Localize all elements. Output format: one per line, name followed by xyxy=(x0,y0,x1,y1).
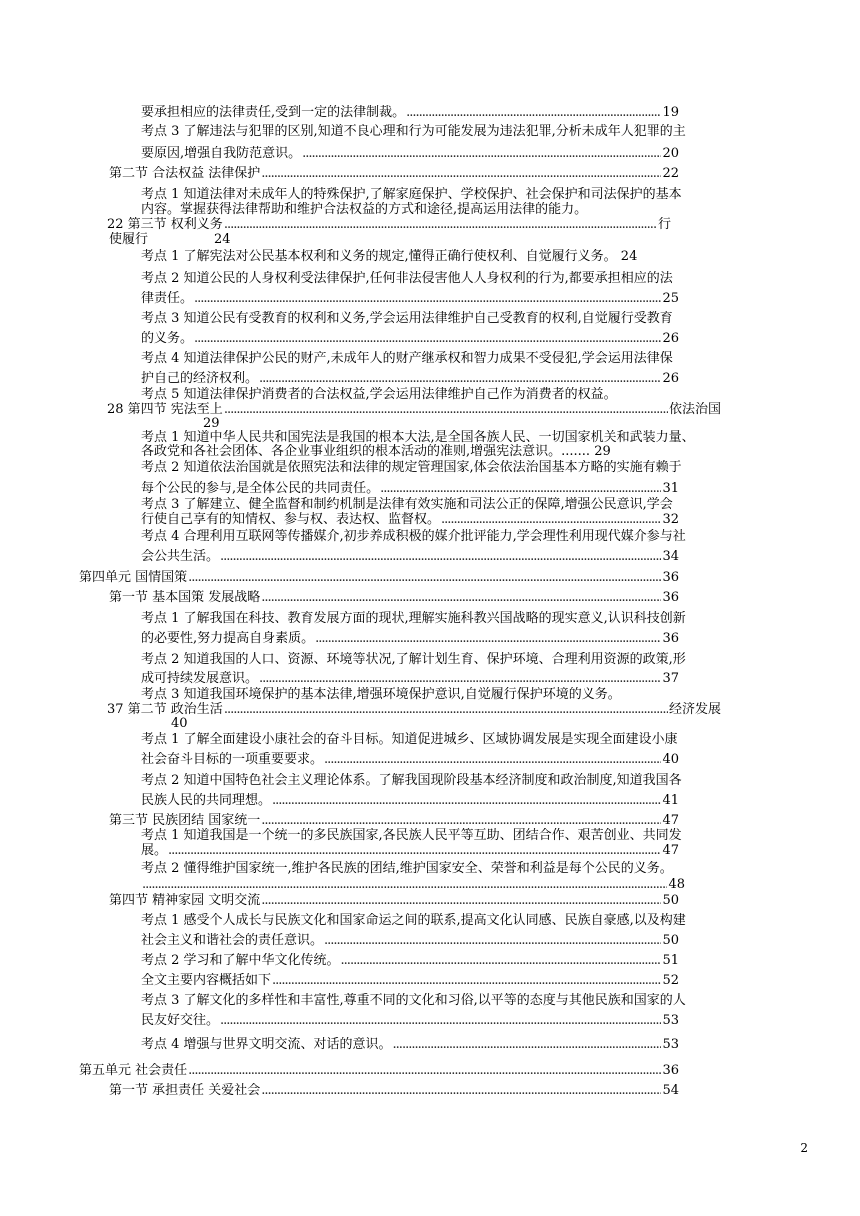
toc-entry xyxy=(141,953,679,969)
toc-unit xyxy=(79,570,679,586)
dot-leader xyxy=(261,166,661,182)
toc-page-number: 50 xyxy=(662,893,679,908)
toc-page-number: 53 xyxy=(662,1013,679,1028)
dot-leader xyxy=(380,481,661,497)
toc-section-cont xyxy=(109,232,231,248)
dot-leader xyxy=(220,1013,661,1029)
dot-leader xyxy=(341,953,662,969)
toc-page-number: 26 xyxy=(662,371,679,386)
toc-text: 社会奋斗目标的一项重要要求。 xyxy=(141,752,324,767)
unit-title: 第四单元 国情国策 xyxy=(79,570,188,585)
toc-text: 考点 3 了解违法与犯罪的区别,知道不良心理和行为可能发展为违法犯罪,分析未成年人犯罪的主 xyxy=(141,124,686,139)
toc-text: 考点 1 知道法律对未成年人的特殊保护,了解家庭保护、学校保护、社会保护和司法保护的基本 xyxy=(141,187,682,202)
toc-text: 考点 1 知道中华人民共和国宪法是我国的根本大法,是全国各族人民、一切国家机关和武装力量、 xyxy=(141,430,695,445)
toc-text: 内容。掌握获得法律帮助和维护合法权益的方式和途径,提高运用法律的能力。 xyxy=(141,202,588,217)
toc-entry xyxy=(141,1013,679,1029)
toc-text: 考点 1 知道我国是一个统一的多民族国家,各民族人民平等互助、团结合作、艰苦创业、共同发 xyxy=(141,828,682,843)
toc-entry xyxy=(141,371,679,387)
toc-text: 考点 3 知道公民有受教育的权利和义务,学会运用法律维护自己受教育的权利,自觉履行受教育 xyxy=(141,311,673,326)
dot-leader xyxy=(188,570,661,586)
toc-page-number: 36 xyxy=(662,1063,679,1078)
toc-entry xyxy=(141,671,679,687)
toc-text: 考点 4 增强与世界文明交流、对话的意识。 xyxy=(141,1037,392,1052)
toc-text: 考点 3 知道我国环境保护的基本法律,增强环境保护意识,自觉履行保护环境的义务。 xyxy=(141,687,621,702)
dot-leader xyxy=(393,1037,662,1053)
toc-text: 要承担相应的法律责任,受到一定的法律制裁。 xyxy=(141,105,406,120)
toc-text: 民友好交往。 xyxy=(141,1013,220,1028)
section-title-tail: 经济发展 xyxy=(668,702,721,717)
section-title: 28 第四节 宪法至上 xyxy=(107,402,223,417)
toc-text: 考点 2 学习和了解中华文化传统。 xyxy=(141,953,340,968)
toc-page-number: 32 xyxy=(662,512,679,527)
dot-leader xyxy=(302,146,661,162)
toc-page-number: 19 xyxy=(662,105,679,120)
toc-text: 的必要性,努力提高自身素质。 xyxy=(141,631,315,646)
toc-entry xyxy=(141,105,679,121)
toc-page-number: 29 xyxy=(203,416,220,431)
toc-page-number: 51 xyxy=(662,953,679,968)
dot-leader xyxy=(188,1063,661,1079)
toc-text: 会公共生活。 xyxy=(141,549,220,564)
toc-unit xyxy=(79,1063,679,1079)
toc-entry xyxy=(141,291,679,307)
toc-entry xyxy=(141,973,679,989)
toc-text: 考点 4 合理利用互联网等传播媒介,初步养成积极的媒介批评能力,学会理性利用现代媒介参与社 xyxy=(141,529,686,544)
toc-entry xyxy=(141,512,679,528)
toc-entry xyxy=(141,481,679,497)
toc-text: 考点 5 知道法律保护消费者的合法权益,学会运用法律维护自己作为消费者的权益。 xyxy=(141,387,617,402)
toc-page-number: 25 xyxy=(662,291,679,306)
dot-leader xyxy=(259,371,661,387)
toc-text: 考点 1 了解宪法对公民基本权利和义务的规定,懂得正确行使权利、自觉履行义务。 24 xyxy=(141,249,638,264)
toc-entry xyxy=(141,793,679,809)
dot-leader xyxy=(168,843,661,859)
dot-leader xyxy=(324,752,661,768)
toc-page-number: 37 xyxy=(662,671,679,686)
toc-text: 社会主义和谐社会的责任意识。 xyxy=(141,933,324,948)
toc-entry xyxy=(141,549,679,565)
unit-title: 第五单元 社会责任 xyxy=(79,1063,188,1078)
toc-page-number: 36 xyxy=(662,590,679,605)
section-title-tail: 依法治国 xyxy=(668,402,721,417)
page-number: 2 xyxy=(800,1141,808,1155)
toc-text: 每个公民的参与,是全体公民的共同责任。 xyxy=(141,481,380,496)
dot-leader xyxy=(261,813,661,829)
toc-page-number: 31 xyxy=(662,481,679,496)
toc-section xyxy=(107,702,721,718)
section-title: 使履行 xyxy=(109,232,149,247)
toc-section xyxy=(107,402,721,418)
section-title: 第一节 基本国策 发展战略 xyxy=(109,590,261,605)
section-title: 第一节 承担责任 关爱社会 xyxy=(109,1083,261,1098)
dot-leader xyxy=(220,549,661,565)
toc-section xyxy=(109,813,679,829)
toc-section xyxy=(109,893,679,909)
toc-text: 各政党和各社会团体、各企业事业组织的根本活动的准则,增强宪法意识。....... 29 xyxy=(141,444,611,459)
toc-text: 考点 2 知道我国的人口、资源、环境等状况,了解计划生育、保护环境、合理利用资源的政策,形 xyxy=(141,652,686,667)
dot-leader xyxy=(194,331,661,347)
toc-entry xyxy=(141,631,679,647)
toc-page-number: 22 xyxy=(662,166,679,181)
toc-text: 考点 2 知道依法治国就是依照宪法和法律的规定管理国家,体会依法治国基本方略的实施有赖于 xyxy=(141,460,682,475)
toc-text: 考点 4 知道法律保护公民的财产,未成年人的财产继承权和智力成果不受侵犯,学会运用法律保 xyxy=(141,351,673,366)
toc-text: 考点 3 了解文化的多样性和丰富性,尊重不同的文化和习俗,以平等的态度与其他民族和国家的人 xyxy=(141,993,686,1008)
toc-page-number: 36 xyxy=(662,570,679,585)
toc-page-number: 53 xyxy=(662,1037,679,1052)
dot-leader xyxy=(272,793,661,809)
toc-text: 成可持续发展意识。 xyxy=(141,671,259,686)
toc-page-number: 48 xyxy=(668,877,685,892)
dot-leader xyxy=(224,702,668,718)
toc-text: 考点 1 了解全面建设小康社会的奋斗目标。知道促进城乡、区域协调发展是实现全面建设小康 xyxy=(141,732,678,747)
toc-text: 展。 xyxy=(141,843,168,858)
section-title-tail: 行 xyxy=(657,217,671,232)
toc-page-number: 20 xyxy=(662,146,679,161)
dot-leader xyxy=(194,291,661,307)
toc-text: 考点 2 知道中国特色社会主义理论体系。了解我国现阶段基本经济制度和政治制度,知道我国各 xyxy=(141,773,682,788)
toc-page-number: 41 xyxy=(662,793,679,808)
dot-leader xyxy=(272,973,661,989)
toc-entry xyxy=(141,752,679,768)
toc-page-number: 40 xyxy=(662,752,679,767)
section-title: 第四节 精神家园 文明交流 xyxy=(109,893,261,908)
dot-leader xyxy=(324,933,661,949)
toc-text: 护自己的经济权利。 xyxy=(141,371,259,386)
toc-text: 的义务。 xyxy=(141,331,194,346)
section-title: 22 第三节 权利义务 xyxy=(107,217,223,232)
dot-leader xyxy=(259,671,661,687)
toc-text: 考点 2 懂得维护国家统一,维护各民族的团结,维护国家安全、荣誉和利益是每个公民的义务。 xyxy=(141,861,673,876)
toc-text: 要原因,增强自我防范意识。 xyxy=(141,146,302,161)
toc-page-number: 47 xyxy=(662,813,679,828)
toc-text: 考点 3 了解建立、健全监督和制约机制是法律有效实施和司法公正的保障,增强公民意识,学会 xyxy=(141,497,673,512)
toc-entry xyxy=(141,331,679,347)
toc-entry xyxy=(141,146,679,162)
dot-leader xyxy=(224,217,657,233)
dot-leader xyxy=(315,631,661,647)
toc-text: 考点 1 了解我国在科技、教育发展方面的现状,理解实施科教兴国战略的现实意义,认识科技创新 xyxy=(141,611,686,626)
toc-section xyxy=(107,217,671,233)
dot-leader xyxy=(261,590,661,606)
dot-leader xyxy=(224,402,668,418)
toc-section xyxy=(109,166,679,182)
dot-leader xyxy=(142,877,667,893)
toc-section xyxy=(109,590,679,606)
toc-text: 全文主要内容概括如下 xyxy=(141,973,272,988)
toc-section xyxy=(109,1083,679,1099)
section-title: 第二节 合法权益 法律保护 xyxy=(109,166,261,181)
toc-entry xyxy=(141,843,679,859)
toc-text: 考点 1 感受个人成长与民族文化和国家命运之间的联系,提高文化认同感、民族自豪感,以及构建 xyxy=(141,913,686,928)
toc-text: 考点 2 知道公民的人身权利受法律保护,任何非法侵害他人人身权利的行为,都要承担相应的法 xyxy=(141,271,673,286)
toc-page-number: 40 xyxy=(171,716,188,731)
dot-leader xyxy=(441,512,661,528)
toc-page-number: 24 xyxy=(214,232,231,247)
toc-page-number: 34 xyxy=(662,549,679,564)
toc-page-number: 36 xyxy=(662,631,679,646)
toc-entry xyxy=(141,933,679,949)
dot-leader xyxy=(261,1083,661,1099)
toc-page-number: 54 xyxy=(662,1083,679,1098)
toc-page-number: 47 xyxy=(662,843,679,858)
toc-page-number: 26 xyxy=(662,331,679,346)
dot-leader xyxy=(261,893,661,909)
toc-text: 律责任。 xyxy=(141,291,194,306)
dot-leader xyxy=(406,105,661,121)
toc-entry xyxy=(141,1037,679,1053)
toc-entry xyxy=(141,877,685,893)
section-title: 第三节 民族团结 国家统一 xyxy=(109,813,261,828)
toc-text: 民族人民的共同理想。 xyxy=(141,793,272,808)
section-title: 37 第二节 政治生活 xyxy=(107,702,223,717)
toc-text: 行使自己享有的知情权、参与权、表达权、监督权。 xyxy=(141,512,441,527)
toc-page-number: 50 xyxy=(662,933,679,948)
toc-page-number: 52 xyxy=(662,973,679,988)
